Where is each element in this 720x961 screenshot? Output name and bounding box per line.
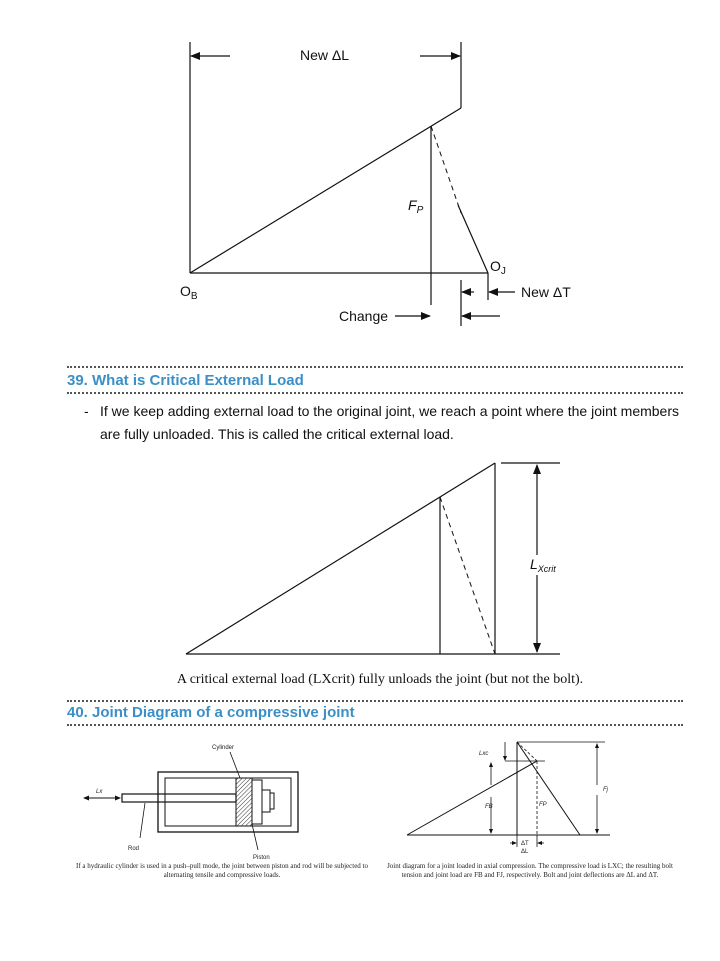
joint-stiffness-line xyxy=(458,205,488,273)
section-39-top-rule xyxy=(67,366,683,368)
fp-label: $F_P$ xyxy=(408,197,424,216)
lxcrit-label: $L_{Xcrit}$ xyxy=(530,556,556,574)
critical-load-caption: A critical external load (LXcrit) fully unloads the joint (but not the bolt). xyxy=(176,672,584,687)
hydraulic-cylinder-figure xyxy=(70,738,370,868)
bolt-line-2 xyxy=(186,463,495,654)
bullet-dash: - xyxy=(84,403,89,419)
joint-diagram-new-deltas xyxy=(0,0,720,340)
bullet-text: If we keep adding external load to the original joint, we reach a point where the joint members are fully unloaded. This is called the critical external load. xyxy=(100,403,680,442)
section-40-bottom-rule xyxy=(67,724,683,726)
section-39-title: 39. What is Critical External Load xyxy=(67,372,304,389)
rod-label: Rod xyxy=(128,846,140,852)
cylinder-caption: If a hydraulic cylinder is used in a push–pull mode, the joint between piston and rod will be subjected to alternating tensile and compressive loads. xyxy=(76,862,368,879)
critical-load-diagram xyxy=(0,455,720,675)
oj-label: $O_J$ xyxy=(490,258,506,277)
new-delta-t-label: New ΔT xyxy=(521,284,571,300)
compressive-joint-caption: Joint diagram for a joint loaded in axial compression. The compressive load is LXC; the resulting bolt tension and joint load are FB and FJ, respectively. Bolt and joint deflections are ΔL and ΔT. xyxy=(387,862,673,879)
rod xyxy=(122,794,236,802)
fp-label-small: FP xyxy=(539,802,547,808)
bolt-stiffness-line xyxy=(190,108,461,273)
new-delta-l-label: New ΔL xyxy=(300,47,350,63)
compressive-joint-diagram xyxy=(405,735,655,865)
change-label: Change xyxy=(339,308,389,324)
dt-label: ΔT xyxy=(521,841,529,847)
dashed-joint-line xyxy=(431,126,461,213)
section-40-top-rule xyxy=(67,700,683,702)
section-40-title: 40. Joint Diagram of a compressive joint xyxy=(67,704,355,721)
cylinder-label: Cylinder xyxy=(212,745,235,751)
section-39-bullet xyxy=(84,400,690,446)
piston xyxy=(236,778,252,826)
ob-label: $O_B$ xyxy=(180,283,198,302)
fb-label: FB xyxy=(485,804,493,810)
section-39-bottom-rule xyxy=(67,392,683,394)
piston-label: Piston xyxy=(253,855,270,861)
lxc-label: Lxc xyxy=(479,751,489,757)
dl-label: ΔL xyxy=(521,849,529,855)
fj-label: Fj xyxy=(603,787,608,793)
lx-label: Lx xyxy=(96,789,103,795)
dashed-line-2 xyxy=(440,497,495,654)
